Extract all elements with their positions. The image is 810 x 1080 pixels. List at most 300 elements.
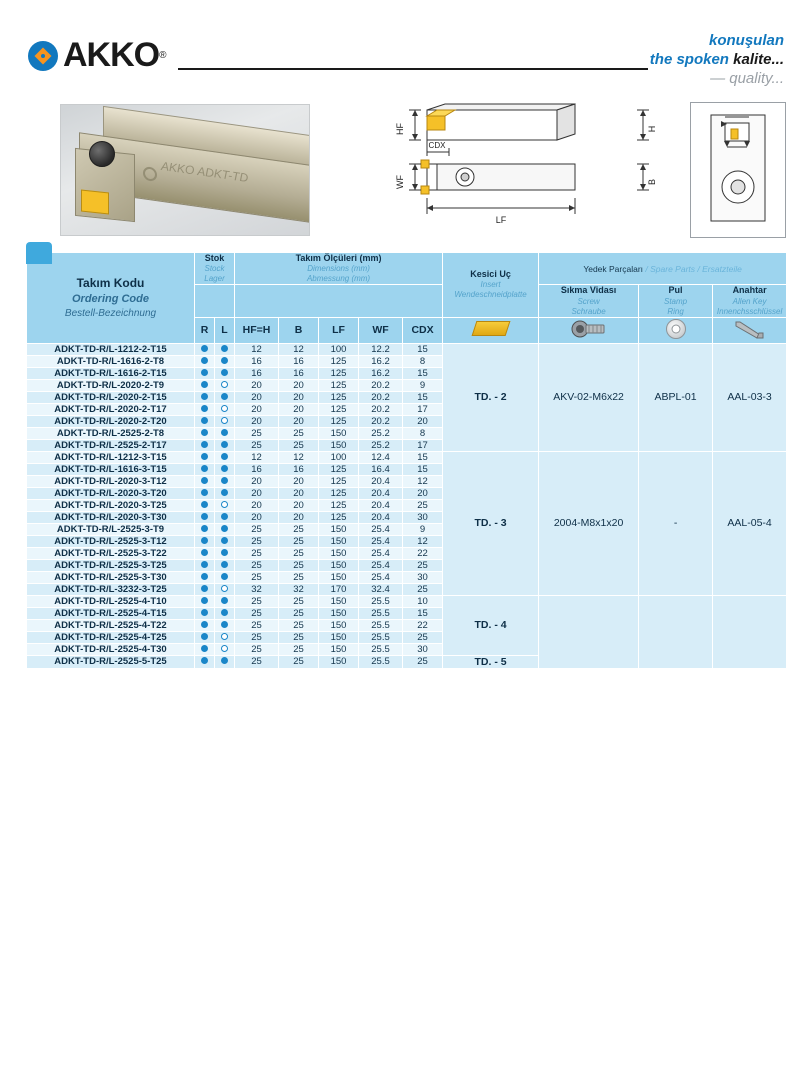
dim-lf-cell: 125 — [319, 379, 359, 391]
stock-dot-filled-icon — [201, 621, 208, 628]
tool-code-cell: ADKT-TD-R/L-1212-2-T15 — [27, 343, 195, 355]
ring-icon — [666, 319, 686, 339]
stock-right-cell — [195, 475, 215, 487]
table-row[interactable] — [27, 343, 787, 355]
stock-dot-filled-icon — [201, 633, 208, 640]
dim-hf-cell: 25 — [235, 607, 279, 619]
dim-wf-cell: 25.4 — [359, 571, 403, 583]
dimensions-header-tr: Takım Ölçüleri (mm) — [295, 253, 382, 263]
dim-hf-cell: 20 — [235, 379, 279, 391]
stock-dot-filled-icon — [221, 477, 228, 484]
tool-code-cell: ADKT-TD-R/L-2020-3-T30 — [27, 511, 195, 523]
stock-right-cell — [195, 391, 215, 403]
stock-right-cell — [195, 355, 215, 367]
dim-cdx-cell: 25 — [403, 655, 443, 668]
stock-dot-filled-icon — [221, 429, 228, 436]
tool-code-cell: ADKT-TD-R/L-2525-4-T15 — [27, 607, 195, 619]
key-code-cell — [713, 595, 787, 668]
stock-right-cell — [195, 559, 215, 571]
tool-code-cell: ADKT-TD-R/L-2525-4-T25 — [27, 631, 195, 643]
stock-right-cell — [195, 523, 215, 535]
stock-right-cell — [195, 427, 215, 439]
stock-dot-filled-icon — [201, 645, 208, 652]
dim-lf-cell: 100 — [319, 343, 359, 355]
dim-cdx-cell: 15 — [403, 607, 443, 619]
spare-parts-en: Spare Parts — [650, 263, 696, 274]
dim-hf-cell: 25 — [235, 439, 279, 451]
tool-code-cell: ADKT-TD-R/L-2525-5-T25 — [27, 655, 195, 668]
dim-lf-cell: 125 — [319, 403, 359, 415]
detail-view-svg — [691, 103, 785, 237]
dimensions-header — [235, 253, 443, 285]
dim-lf-cell: 150 — [319, 643, 359, 655]
dim-b-cell: 25 — [279, 571, 319, 583]
ring-header — [639, 285, 713, 317]
screw-header-en: Screw — [577, 296, 600, 306]
stock-left-cell — [215, 631, 235, 643]
stock-dot-filled-icon — [221, 489, 228, 496]
tool-code-cell: ADKT-TD-R/L-2020-2-T20 — [27, 415, 195, 427]
dim-b-cell: 25 — [279, 547, 319, 559]
stock-dot-filled-icon — [221, 513, 228, 520]
ring-header-tr: Pul — [668, 285, 683, 296]
stock-dot-filled-icon — [221, 369, 228, 376]
dim-cdx-cell: 25 — [403, 559, 443, 571]
stock-dot-filled-icon — [201, 513, 208, 520]
dim-wf-cell: 20.2 — [359, 403, 403, 415]
page-header — [0, 0, 810, 92]
dim-b-cell: 20 — [279, 379, 319, 391]
dim-b-cell: 20 — [279, 403, 319, 415]
stock-left-cell — [215, 499, 235, 511]
dim-wf-cell: 12.2 — [359, 343, 403, 355]
stock-dot-filled-icon — [221, 549, 228, 556]
dim-wf-cell: 20.4 — [359, 487, 403, 499]
dim-wf-cell: 20.4 — [359, 499, 403, 511]
dim-wf-cell: 16.2 — [359, 367, 403, 379]
stock-left-cell — [215, 427, 235, 439]
dim-cdx-cell: 30 — [403, 643, 443, 655]
table-body — [27, 343, 787, 668]
dim-hf-cell: 25 — [235, 619, 279, 631]
ordering-code-title-en: Ordering Code — [71, 292, 149, 305]
brand-logo — [28, 36, 166, 75]
screw-code-cell — [539, 595, 639, 668]
dim-wf-cell: 20.4 — [359, 475, 403, 487]
tool-code-cell: ADKT-TD-R/L-2020-3-T20 — [27, 487, 195, 499]
stock-dot-open-icon — [221, 645, 228, 652]
stock-dot-open-icon — [221, 501, 228, 508]
stock-right-cell — [195, 415, 215, 427]
photo-insert — [81, 190, 109, 215]
stock-left-cell — [215, 607, 235, 619]
dim-cdx-cell: 25 — [403, 499, 443, 511]
dim-cdx-cell: 25 — [403, 583, 443, 595]
stock-dot-filled-icon — [201, 477, 208, 484]
insert-icon — [471, 321, 510, 336]
dim-lf-cell: 150 — [319, 559, 359, 571]
slogan-line-2-a: the spoken — [649, 50, 734, 68]
dim-hf-cell: 25 — [235, 547, 279, 559]
stock-dot-filled-icon — [201, 525, 208, 532]
stock-header-de: Lager — [204, 274, 225, 284]
dim-lf-cell: 150 — [319, 439, 359, 451]
tool-code-cell: ADKT-TD-R/L-2525-4-T22 — [27, 619, 195, 631]
tool-code-cell: ADKT-TD-R/L-2525-3-T9 — [27, 523, 195, 535]
dim-lf-cell: 125 — [319, 463, 359, 475]
stock-right-cell — [195, 439, 215, 451]
dim-cdx-cell: 20 — [403, 415, 443, 427]
stock-header-en: Stock — [204, 264, 225, 274]
stock-dot-open-icon — [221, 417, 228, 424]
stock-left-cell — [215, 475, 235, 487]
dim-lf-cell: 150 — [319, 655, 359, 668]
dim-hf-cell: 20 — [235, 499, 279, 511]
stock-dot-filled-icon — [201, 453, 208, 460]
slogan-line-2-b: kalite... — [733, 50, 784, 68]
stock-left-cell — [215, 619, 235, 631]
dim-b-cell: 16 — [279, 367, 319, 379]
insert-header-en: Insert — [480, 280, 501, 290]
dim-lf-cell: 100 — [319, 451, 359, 463]
stock-right-cell — [195, 643, 215, 655]
spare-parts-header: Yedek Parçaları / Spare Parts / Ersatzteile — [539, 253, 787, 285]
stock-left-cell — [215, 511, 235, 523]
svg-text:WF: WF — [395, 175, 405, 189]
key-header-en: Allen Key — [732, 296, 767, 306]
dim-b-cell: 25 — [279, 595, 319, 607]
stock-dot-filled-icon — [201, 585, 208, 592]
dim-b-cell: 20 — [279, 511, 319, 523]
dim-wf-cell: 20.2 — [359, 415, 403, 427]
dim-wf-cell: 25.5 — [359, 655, 403, 668]
dim-wf-cell: 16.2 — [359, 355, 403, 367]
dim-b-cell: 25 — [279, 619, 319, 631]
stock-dot-filled-icon — [201, 417, 208, 424]
stock-dot-filled-icon — [201, 657, 208, 664]
stock-dot-open-icon — [221, 381, 228, 388]
dim-b-cell: 12 — [279, 343, 319, 355]
insert-header-de: Wendeschneidplatte — [454, 290, 527, 300]
tool-code-cell: ADKT-TD-R/L-2525-2-T8 — [27, 427, 195, 439]
technical-drawing — [385, 102, 675, 238]
svg-text:CDX: CDX — [428, 141, 446, 150]
stock-right-cell — [195, 499, 215, 511]
tool-code-cell: ADKT-TD-R/L-1212-3-T15 — [27, 451, 195, 463]
dim-wf-cell: 25.5 — [359, 607, 403, 619]
dim-wf-cell: 32.4 — [359, 583, 403, 595]
col-header-l: L — [215, 317, 235, 343]
figure-band — [0, 96, 810, 246]
stock-dot-filled-icon — [201, 537, 208, 544]
dimensions-header-en: Dimensions (mm) — [307, 264, 370, 274]
insert-header-tr: Kesici Uç — [470, 269, 511, 280]
dim-cdx-cell: 9 — [403, 523, 443, 535]
brand-slogan — [650, 32, 784, 88]
stock-dot-filled-icon — [201, 549, 208, 556]
insert-code-cell: TD. - 4 — [443, 595, 539, 655]
stock-dot-filled-icon — [221, 573, 228, 580]
tool-code-cell: ADKT-TD-R/L-2525-4-T30 — [27, 643, 195, 655]
dim-b-cell: 16 — [279, 463, 319, 475]
stock-dot-filled-icon — [221, 441, 228, 448]
dim-hf-cell: 16 — [235, 463, 279, 475]
dim-hf-cell: 16 — [235, 367, 279, 379]
tool-code-cell: ADKT-TD-R/L-2525-3-T22 — [27, 547, 195, 559]
dim-cdx-cell: 12 — [403, 535, 443, 547]
svg-text:B: B — [647, 178, 657, 186]
ring-code-cell — [639, 595, 713, 668]
dim-hf-cell: 25 — [235, 595, 279, 607]
header-row-1 — [27, 253, 787, 285]
stock-dot-filled-icon — [221, 465, 228, 472]
dim-wf-cell: 16.4 — [359, 463, 403, 475]
stock-header-spacer — [195, 285, 235, 317]
stock-dot-filled-icon — [221, 657, 228, 664]
col-header-wf: WF — [359, 317, 403, 343]
stock-right-cell — [195, 367, 215, 379]
dim-cdx-cell: 15 — [403, 463, 443, 475]
stock-left-cell — [215, 391, 235, 403]
dim-b-cell: 25 — [279, 523, 319, 535]
table-head — [27, 253, 787, 344]
stock-left-cell — [215, 463, 235, 475]
tool-code-cell: ADKT-TD-R/L-2020-3-T25 — [27, 499, 195, 511]
dim-b-cell: 25 — [279, 535, 319, 547]
tool-code-cell: ADKT-TD-R/L-2525-4-T10 — [27, 595, 195, 607]
stock-dot-filled-icon — [221, 393, 228, 400]
dim-hf-cell: 12 — [235, 451, 279, 463]
stock-left-cell — [215, 595, 235, 607]
dim-wf-cell: 25.4 — [359, 535, 403, 547]
dim-hf-cell: 25 — [235, 655, 279, 668]
dim-lf-cell: 125 — [319, 367, 359, 379]
stock-left-cell — [215, 343, 235, 355]
dim-cdx-cell: 12 — [403, 475, 443, 487]
tool-code-cell: ADKT-TD-R/L-2020-2-T9 — [27, 379, 195, 391]
dim-hf-cell: 25 — [235, 643, 279, 655]
dim-hf-cell: 20 — [235, 403, 279, 415]
dim-b-cell: 20 — [279, 475, 319, 487]
svg-text:H: H — [647, 125, 657, 133]
akko-diamond-icon — [28, 41, 58, 71]
spare-parts-tr: Yedek Parçaları — [583, 263, 644, 274]
dim-b-cell: 25 — [279, 643, 319, 655]
dim-b-cell: 25 — [279, 559, 319, 571]
dim-wf-cell: 12.4 — [359, 451, 403, 463]
stock-left-cell — [215, 451, 235, 463]
stock-dot-open-icon — [221, 585, 228, 592]
key-code-cell: AAL-03-3 — [713, 343, 787, 451]
dim-cdx-cell: 25 — [403, 631, 443, 643]
dim-hf-cell: 25 — [235, 427, 279, 439]
dim-wf-cell: 25.5 — [359, 631, 403, 643]
tool-code-cell: ADKT-TD-R/L-1616-2-T8 — [27, 355, 195, 367]
dim-cdx-cell: 30 — [403, 571, 443, 583]
specs-table — [26, 252, 787, 669]
stock-right-cell — [195, 403, 215, 415]
key-icon-cell — [713, 317, 787, 343]
stock-dot-filled-icon — [201, 441, 208, 448]
key-header — [713, 285, 787, 317]
dim-wf-cell: 25.4 — [359, 559, 403, 571]
stock-dot-filled-icon — [201, 393, 208, 400]
table-row[interactable] — [27, 451, 787, 463]
dim-cdx-cell: 22 — [403, 619, 443, 631]
dim-lf-cell: 150 — [319, 619, 359, 631]
dim-hf-cell: 25 — [235, 535, 279, 547]
stock-dot-filled-icon — [201, 405, 208, 412]
col-header-b: B — [279, 317, 319, 343]
dim-hf-cell: 16 — [235, 355, 279, 367]
dim-hf-cell: 20 — [235, 511, 279, 523]
stock-dot-filled-icon — [221, 345, 228, 352]
dim-lf-cell: 150 — [319, 571, 359, 583]
dim-b-cell: 32 — [279, 583, 319, 595]
dim-cdx-cell: 15 — [403, 451, 443, 463]
stock-dot-filled-icon — [201, 561, 208, 568]
stock-left-cell — [215, 583, 235, 595]
dim-cdx-cell: 15 — [403, 367, 443, 379]
dim-wf-cell: 25.4 — [359, 547, 403, 559]
dim-b-cell: 25 — [279, 607, 319, 619]
insert-code-cell: TD. - 5 — [443, 655, 539, 668]
dim-wf-cell: 20.4 — [359, 511, 403, 523]
key-code-cell: AAL-05-4 — [713, 451, 787, 595]
dim-lf-cell: 125 — [319, 499, 359, 511]
dimensions-header-spacer — [235, 285, 443, 317]
dim-lf-cell: 125 — [319, 391, 359, 403]
stock-dot-filled-icon — [201, 465, 208, 472]
dim-wf-cell: 20.2 — [359, 379, 403, 391]
stock-dot-filled-icon — [221, 453, 228, 460]
dim-hf-cell: 20 — [235, 487, 279, 499]
dim-wf-cell: 20.2 — [359, 391, 403, 403]
stock-right-cell — [195, 535, 215, 547]
dim-hf-cell: 25 — [235, 523, 279, 535]
dim-b-cell: 25 — [279, 427, 319, 439]
screw-icon-cell — [539, 317, 639, 343]
dim-b-cell: 20 — [279, 487, 319, 499]
stock-right-cell — [195, 631, 215, 643]
dim-lf-cell: 125 — [319, 355, 359, 367]
screw-icon — [569, 318, 609, 340]
dim-hf-cell: 32 — [235, 583, 279, 595]
dim-lf-cell: 170 — [319, 583, 359, 595]
stock-right-cell — [195, 655, 215, 668]
svg-text:LF: LF — [495, 215, 507, 225]
dim-wf-cell: 25.2 — [359, 439, 403, 451]
dim-lf-cell: 150 — [319, 607, 359, 619]
stock-right-cell — [195, 619, 215, 631]
dim-b-cell: 25 — [279, 631, 319, 643]
tool-code-cell: ADKT-TD-R/L-2020-2-T15 — [27, 391, 195, 403]
dim-b-cell: 12 — [279, 451, 319, 463]
dim-lf-cell: 150 — [319, 427, 359, 439]
key-header-tr: Anahtar — [732, 285, 767, 296]
spare-parts-de: Ersatzteile — [702, 263, 742, 274]
insert-icon-cell — [443, 317, 539, 343]
tool-code-cell: ADKT-TD-R/L-2020-3-T12 — [27, 475, 195, 487]
stock-right-cell — [195, 511, 215, 523]
dim-hf-cell: 25 — [235, 571, 279, 583]
dim-hf-cell: 20 — [235, 475, 279, 487]
photo-brand-text: AKKO ADKT-TD — [161, 158, 249, 186]
stock-dot-filled-icon — [221, 537, 228, 544]
stock-left-cell — [215, 487, 235, 499]
tool-code-cell: ADKT-TD-R/L-2525-3-T12 — [27, 535, 195, 547]
table-row[interactable] — [27, 595, 787, 607]
dim-wf-cell: 25.5 — [359, 643, 403, 655]
dim-wf-cell: 25.5 — [359, 619, 403, 631]
dim-hf-cell: 20 — [235, 415, 279, 427]
stock-dot-filled-icon — [221, 597, 228, 604]
stock-dot-filled-icon — [221, 561, 228, 568]
dim-b-cell: 20 — [279, 499, 319, 511]
stock-right-cell — [195, 487, 215, 499]
tool-photo — [60, 104, 310, 236]
svg-text:HF: HF — [395, 123, 405, 135]
stock-right-cell — [195, 583, 215, 595]
stock-left-cell — [215, 439, 235, 451]
stock-left-cell — [215, 355, 235, 367]
dim-wf-cell: 25.5 — [359, 595, 403, 607]
dim-cdx-cell: 8 — [403, 355, 443, 367]
stock-dot-filled-icon — [201, 381, 208, 388]
dim-hf-cell: 25 — [235, 631, 279, 643]
dim-wf-cell: 25.4 — [359, 523, 403, 535]
stock-dot-filled-icon — [221, 357, 228, 364]
stock-dot-filled-icon — [201, 369, 208, 376]
registered-mark: ® — [159, 50, 167, 61]
specs-table-wrapper — [26, 252, 786, 669]
stock-right-cell — [195, 547, 215, 559]
dim-cdx-cell: 15 — [403, 343, 443, 355]
stock-dot-filled-icon — [221, 621, 228, 628]
slogan-line-1: konuşulan — [708, 32, 784, 49]
stock-header — [195, 253, 235, 285]
dim-lf-cell: 150 — [319, 523, 359, 535]
stock-dot-filled-icon — [201, 357, 208, 364]
slogan-line-3: — quality... — [710, 69, 784, 87]
ring-code-cell: - — [639, 451, 713, 595]
allen-key-icon — [730, 318, 770, 340]
dim-lf-cell: 125 — [319, 487, 359, 499]
stock-right-cell — [195, 463, 215, 475]
col-header-r: R — [195, 317, 215, 343]
ring-code-cell: ABPL-01 — [639, 343, 713, 451]
tool-code-cell: ADKT-TD-R/L-2525-3-T25 — [27, 559, 195, 571]
ordering-code-header — [27, 253, 195, 344]
dimensions-header-de: Abmessung (mm) — [306, 274, 371, 284]
dim-cdx-cell: 17 — [403, 403, 443, 415]
stock-dot-filled-icon — [201, 573, 208, 580]
stock-left-cell — [215, 403, 235, 415]
table-corner-tab — [26, 242, 52, 264]
dim-b-cell: 16 — [279, 355, 319, 367]
ring-header-en: Stamp — [664, 296, 688, 306]
dim-b-cell: 25 — [279, 655, 319, 668]
stock-right-cell — [195, 607, 215, 619]
dim-lf-cell: 150 — [319, 595, 359, 607]
dim-lf-cell: 125 — [319, 415, 359, 427]
stock-dot-filled-icon — [201, 489, 208, 496]
dim-hf-cell: 20 — [235, 391, 279, 403]
col-header-cdx: CDX — [403, 317, 443, 343]
ring-header-de: Ring — [667, 306, 684, 316]
header-divider — [178, 68, 648, 70]
tool-code-cell: ADKT-TD-R/L-3232-3-T25 — [27, 583, 195, 595]
